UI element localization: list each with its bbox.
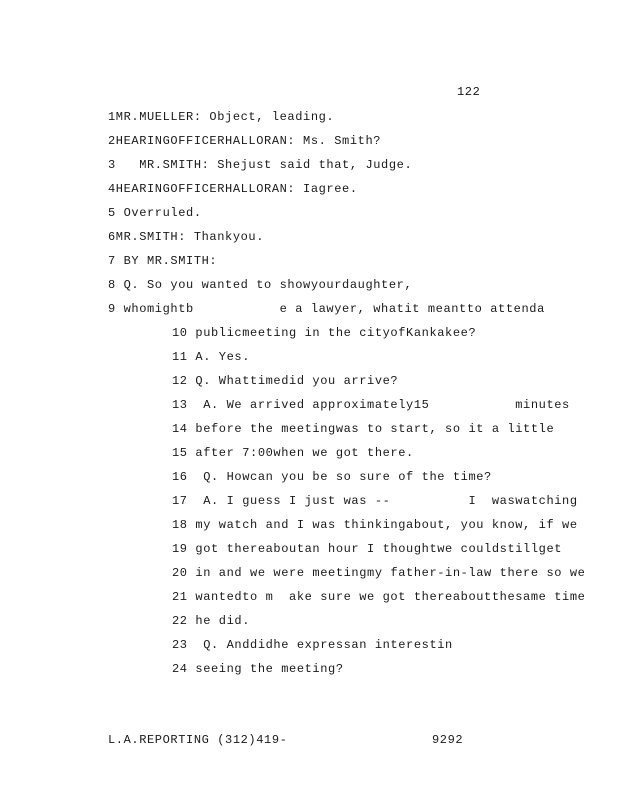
transcript-line: 21 wantedto m ake sure we got thereaboutthesame time (172, 590, 586, 604)
transcript-line: 24 seeing the meeting? (172, 662, 344, 676)
transcript-line: 8 Q. So you wanted to showyourdaughter, (108, 278, 413, 292)
transcript-line: 14 before the meetingwas to start, so it a little (172, 422, 555, 436)
transcript-line: 9 whomightb e a lawyer, whatit meantto attenda (108, 302, 545, 316)
transcript-line: 13 A. We arrived approximately15 minutes (172, 398, 570, 412)
transcript-line: 16 Q. Howcan you be so sure of the time? (172, 470, 492, 484)
transcript-line: 7 BY MR.SMITH: (108, 254, 218, 268)
reporter-phone-suffix: 9292 (432, 733, 464, 747)
transcript-line: 1MR.MUELLER: Object, leading. (108, 110, 335, 124)
transcript-line: 2HEARINGOFFICERHALLORAN: Ms. Smith? (108, 134, 382, 148)
transcript-line: 6MR.SMITH: Thankyou. (108, 230, 265, 244)
page-number: 122 (457, 85, 481, 99)
transcript-line: 12 Q. Whattimedid you arrive? (172, 374, 399, 388)
transcript-line: 10 publicmeeting in the cityofKankakee? (172, 326, 477, 340)
transcript-line: 23 Q. Anddidhe expressan interestin (172, 638, 453, 652)
transcript-line: 15 after 7:00when we got there. (172, 446, 414, 460)
transcript-line: 5 Overruled. (108, 206, 202, 220)
transcript-line: 18 my watch and I was thinkingabout, you know, if we (172, 518, 578, 532)
transcript-line: 11 A. Yes. (172, 350, 251, 364)
transcript-line: 3 MR.SMITH: Shejust said that, Judge. (108, 158, 413, 172)
reporter-footer: L.A.REPORTING (312)419- (108, 733, 288, 747)
transcript-line: 22 he did. (172, 614, 251, 628)
transcript-line: 20 in and we were meetingmy father-in-law there so we (172, 566, 586, 580)
transcript-line: 4HEARINGOFFICERHALLORAN: Iagree. (108, 182, 358, 196)
transcript-line: 19 got thereaboutan hour I thoughtwe couldstillget (172, 542, 563, 556)
transcript-line: 17 A. I guess I just was -- I waswatching (172, 494, 578, 508)
